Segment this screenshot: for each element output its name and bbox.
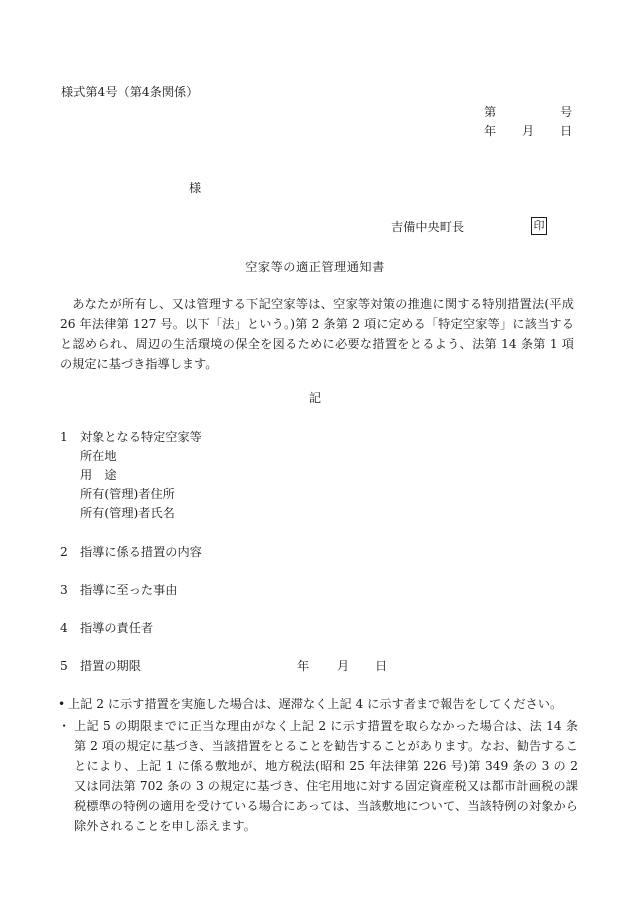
seal-mark: 印 bbox=[531, 217, 547, 235]
item-number: 4 bbox=[60, 621, 68, 635]
note-bullet: • bbox=[58, 697, 66, 711]
sub-item-owner-address: 所有(管理)者住所 bbox=[80, 487, 175, 501]
sub-item-usage: 用 途 bbox=[80, 468, 117, 482]
deadline-year: 年 bbox=[297, 659, 310, 673]
item-number: 2 bbox=[60, 545, 68, 559]
date-year: 年 bbox=[484, 124, 497, 138]
deadline-date bbox=[297, 657, 387, 677]
date-month: 月 bbox=[522, 124, 535, 138]
ki-heading: 記 bbox=[308, 391, 322, 405]
note-report bbox=[58, 694, 578, 714]
document-title: 空家等の適正管理通知書 bbox=[245, 260, 385, 274]
item-5 bbox=[60, 657, 141, 675]
date-day: 日 bbox=[560, 124, 573, 138]
deadline-day: 日 bbox=[375, 659, 388, 673]
item-2 bbox=[60, 543, 202, 561]
item-4 bbox=[60, 619, 153, 637]
item-number: 5 bbox=[60, 659, 68, 673]
body-paragraph: あなたが所有し、又は管理する下記空家等は、空家等対策の推進に関する特別措置法(平成 26 年法律第 127 号。以下「法」という。)第 2 条第 2 項に定める「特定空家等」に該当すると認められ、周辺の生活環境の保全を図るために必要な措置をとるよう、法第 14 条第 1 項の規定に基づき指導します。 bbox=[60, 297, 574, 371]
item-number: 1 bbox=[60, 430, 68, 444]
item-label: 対象となる特定空家等 bbox=[80, 430, 202, 444]
number-prefix: 第 bbox=[484, 105, 497, 119]
item-3 bbox=[60, 581, 178, 599]
note-recommendation bbox=[58, 716, 578, 836]
note-text: 上記 2 に示す措置を実施した場合は、遅滞なく上記 4 に示す者まで報告をしてください。 bbox=[68, 697, 563, 711]
item-label: 措置の期限 bbox=[80, 659, 141, 673]
item-1 bbox=[60, 428, 202, 446]
number-suffix: 号 bbox=[560, 105, 573, 119]
form-number: 様式第4号（第4条関係） bbox=[61, 85, 199, 99]
notes bbox=[58, 694, 578, 836]
sender-name: 吉備中央町長 bbox=[391, 220, 465, 234]
item-label: 指導の責任者 bbox=[80, 621, 154, 635]
sub-item-owner-name: 所有(管理)者氏名 bbox=[80, 506, 175, 520]
item-number: 3 bbox=[60, 583, 68, 597]
item-label: 指導に至った事由 bbox=[80, 583, 178, 597]
item-label: 指導に係る措置の内容 bbox=[80, 545, 202, 559]
note-text: 上記 5 の期限までに正当な理由がなく上記 2 に示す措置を取らなかった場合は、法 14 条第 2 項の規定に基づき、当該措置をとることを勧告することがあります。なお、勧告することにより、上記 1 に係る敷地が、地方税法(昭和 25 年法律第 226 号)第 349 条の 3 の 2 又は同法第 702 条の 3 の規定に基づき、住宅用地に対する固定資産税又は都市計画税の課税標準の特例の適用を受けている場合にあっては、当該敷地について、当該特例の対象から除外されることを申し添えます。 bbox=[74, 719, 578, 833]
note-bullet: ・ bbox=[58, 719, 71, 733]
deadline-month: 月 bbox=[337, 659, 350, 673]
addressee: 様 bbox=[189, 181, 202, 195]
sub-item-location: 所在地 bbox=[80, 449, 117, 463]
